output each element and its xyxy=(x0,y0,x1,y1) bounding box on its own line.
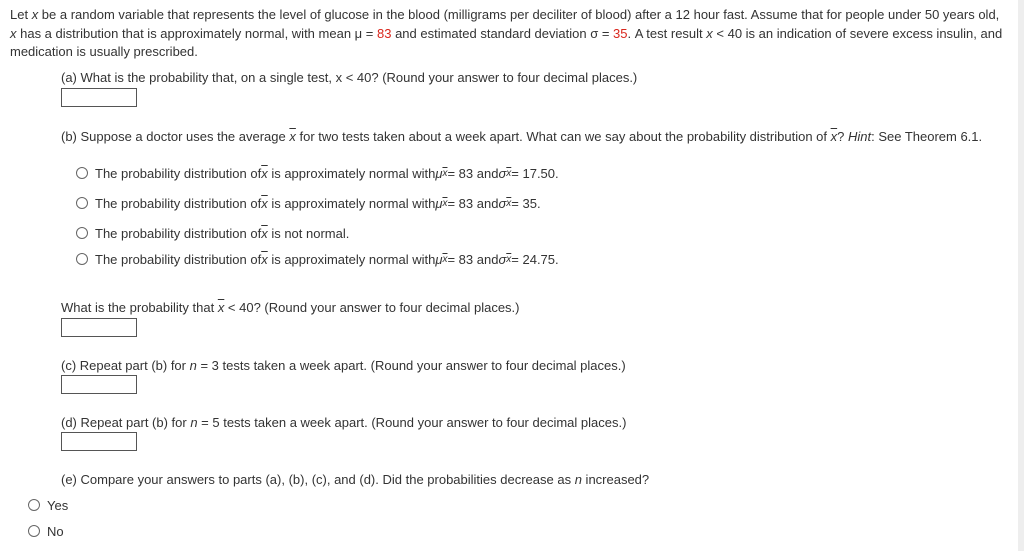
radio-button[interactable] xyxy=(76,167,88,179)
sigma-value: 35 xyxy=(613,25,628,41)
problem-statement xyxy=(10,6,1005,62)
part-b-option-1[interactable]: The probability distribution of $\overline{x}$ is approximately normal with μ $\overline{x}$ = 83 and σ $\overline{x}$ = 17.50. xyxy=(76,164,559,182)
part-c-question: (c) Repeat part (b) for n = 3 tests taken a week apart. (Round your answer to four decimal places.) xyxy=(61,358,626,373)
part-b-answer-input[interactable] xyxy=(61,318,137,337)
part-a-question: (a) What is the probability that, on a single test, x < 40? (Round your answer to four decimal places.) xyxy=(61,70,638,85)
part-e-question: (e) Compare your answers to parts (a), (b), (c), and (d). Did the probabilities decrease as n increased? xyxy=(61,472,650,487)
sigma-label: σ = xyxy=(590,25,614,41)
intro-text: . A test result xyxy=(627,25,707,41)
var-x: x xyxy=(10,25,17,41)
part-b-probability-question: What is the probability that $\overline{x} < 40$? (Round your answer to four decimal places.) xyxy=(61,300,520,315)
scrollbar[interactable] xyxy=(1018,0,1024,551)
var-x: x xyxy=(706,25,713,41)
var-x: x xyxy=(31,7,39,22)
part-b-option-4[interactable]: The probability distribution of $\overline{x}$ is approximately normal with μ $\overline{x}$ = 83 and σ $\overline{x}$ = 24.75. xyxy=(76,250,559,268)
part-b-question: (b) Suppose a doctor uses the average $\overline{x}$ for two tests taken about a week apart. What can we say about the probability distribution of $\overline{x}$? Hint: See Theorem 6.1. xyxy=(61,129,983,144)
radio-button[interactable] xyxy=(76,227,88,239)
var-xbar: $\overline{x}$ xyxy=(830,129,838,144)
hint-label: Hint xyxy=(847,129,872,144)
intro-text: has a distribution that is approximately normal, with mean xyxy=(16,25,355,41)
intro-text: be a random variable that represents the level of glucose in the blood (milligrams per deciliter of blood) after a 12 hour fast. Assume that for people under 50 years old, xyxy=(38,7,1000,22)
radio-button[interactable] xyxy=(28,499,40,511)
part-e-option-yes[interactable]: Yes xyxy=(28,496,68,514)
var-xbar: $\overline{x}$ xyxy=(289,129,296,144)
part-c-answer-input[interactable] xyxy=(61,375,137,394)
radio-button[interactable] xyxy=(76,197,88,209)
part-a-answer-input[interactable] xyxy=(61,88,137,107)
mu-label: μ = xyxy=(354,25,377,41)
radio-button[interactable] xyxy=(28,525,40,537)
intro-text: Let xyxy=(10,7,32,22)
intro-text: < 40 is an indication of severe excess insulin, and medication is usually prescribed. xyxy=(10,25,1003,59)
part-b-option-3[interactable]: The probability distribution of $\overline{x}$ is not normal. xyxy=(76,224,349,242)
intro-text: and estimated standard deviation xyxy=(391,25,591,41)
radio-button[interactable] xyxy=(76,253,88,265)
part-d-answer-input[interactable] xyxy=(61,432,137,451)
mu-value: 83 xyxy=(376,25,392,41)
part-d-question: (d) Repeat part (b) for n = 5 tests taken a week apart. (Round your answer to four decimal places.) xyxy=(61,415,627,430)
part-e-option-no[interactable]: No xyxy=(28,522,64,540)
part-b-option-2[interactable]: The probability distribution of $\overline{x}$ is approximately normal with μ $\overline{x}$ = 83 and σ $\overline{x}$ = 35. xyxy=(76,194,541,212)
